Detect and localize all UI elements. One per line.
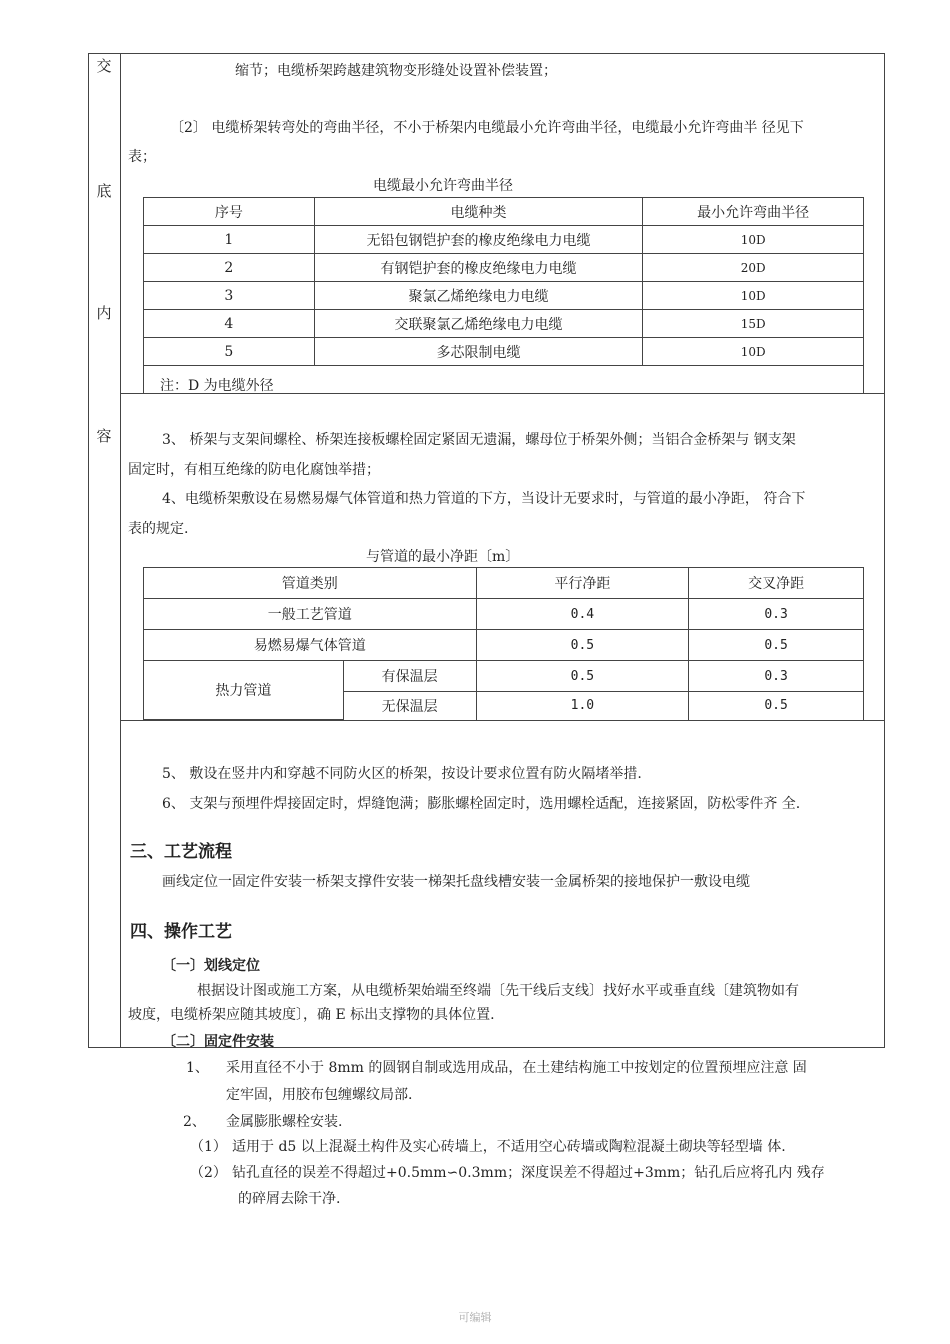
subsection-2-heading: 〔二〕固定件安装 <box>162 1034 274 1050</box>
table1-title: 电缆最小允许弯曲半径 <box>373 178 513 194</box>
subsection-1-text-cont: 坡度，电缆桥架应随其坡度〕，确 E 标出支撑物的具体位置. <box>128 1007 495 1023</box>
item-1-text: 采用直径不小于 8mm 的圆钢自制或选用成品，在土建结构施工中按划定的位置预埋应注意 固 <box>226 1060 807 1076</box>
table-cell: 3 <box>144 282 315 310</box>
table-cell: 1.0 <box>476 692 689 720</box>
item-1-text-cont: 定牢固，用胶布包缠螺纹局部. <box>226 1087 413 1103</box>
item-2-text: 金属膨胀螺栓安装. <box>226 1114 343 1130</box>
table-row <box>144 282 864 310</box>
table-cell: 0.3 <box>689 661 864 692</box>
table-row <box>144 661 864 692</box>
table1-header-cell: 序号 <box>144 198 315 226</box>
paragraph-4: 4、电缆桥架敷设在易燃易爆气体管道和热力管道的下方，当设计无要求时，与管道的最小净距， 符合下 <box>162 491 806 507</box>
subitem-1-text: 适用于 d5 以上混凝土构件及实心砖墙上，不适用空心砖墙或陶粒混凝土砌块等轻型墙 体. <box>232 1139 786 1155</box>
subitem-2-text-cont: 的碎屑去除干净. <box>238 1191 341 1207</box>
section-4-heading: 四、操作工艺 <box>130 922 232 942</box>
table2-header-cell: 交叉净距 <box>689 568 864 599</box>
table1-note: 注：D 为电缆外径 <box>160 378 274 394</box>
table2-title: 与管道的最小净距〔m〕 <box>366 549 520 565</box>
side-label-1: 交 <box>96 57 112 75</box>
table-cell: 交联聚氯乙烯绝缘电力电缆 <box>314 310 643 338</box>
table2-header-cell: 平行净距 <box>476 568 689 599</box>
subitem-1-number: （1） <box>190 1139 227 1155</box>
item-2-number: 2、 <box>183 1114 206 1130</box>
subitem-2-text: 钻孔直径的误差不得超过+0.5mm∽0.3mm；深度误差不得超过+3mm；钻孔后应将孔内 残存 <box>232 1165 825 1181</box>
table-cell: 5 <box>144 338 315 366</box>
table-cell: 10D <box>643 282 864 310</box>
table-row <box>144 310 864 338</box>
subsection-1-text: 根据设计图或施工方案，从电缆桥架始端至终端〔先干线后支线〕找好水平或垂直线〔建筑物如有 <box>197 983 799 999</box>
table-cell: 多芯限制电缆 <box>314 338 643 366</box>
item-1-number: 1、 <box>186 1060 209 1076</box>
subitem-2-number: （2） <box>190 1165 227 1181</box>
paragraph-3-cont: 固定时，有相互绝缘的防电化腐蚀举措； <box>128 462 380 478</box>
table-cell: 10D <box>643 226 864 254</box>
table-cell: 2 <box>144 254 315 282</box>
table-row <box>144 254 864 282</box>
table-cell: 4 <box>144 310 315 338</box>
table2-header-cell: 管道类别 <box>144 568 477 599</box>
table-row <box>144 599 864 630</box>
row-divider-2 <box>120 720 885 721</box>
table-row <box>144 338 864 366</box>
table-row <box>144 630 864 661</box>
paragraph-3: 3、 桥架与支架间螺栓、桥架连接板螺栓固定紧固无遗漏，螺母位于桥架外侧；当铝合金桥架与 钢支架 <box>162 432 796 448</box>
table-cell: 0.5 <box>476 661 689 692</box>
table-cell: 聚氯乙烯绝缘电力电缆 <box>314 282 643 310</box>
table-cell: 0.5 <box>689 630 864 661</box>
paragraph-6: 6、 支架与预埋件焊接固定时，焊缝饱满；膨胀螺栓固定时，选用螺栓适配，连接紧固，防松零件齐 全. <box>162 796 801 812</box>
table-cell: 一般工艺管道 <box>144 599 477 630</box>
table-cell: 热力管道 <box>144 661 344 720</box>
table-cell: 20D <box>643 254 864 282</box>
column-divider <box>120 53 121 1048</box>
paragraph-bend-radius: 〔2〕 电缆桥架转弯处的弯曲半径，不小于桥架内电缆最小允许弯曲半径，电缆最小允许弯曲半 径见下 <box>170 120 804 136</box>
table1-note-border-left <box>143 365 144 393</box>
subsection-1-heading: 〔一〕划线定位 <box>162 958 260 974</box>
paragraph-5: 5、 敷设在竖井内和穿越不同防火区的桥架，按设计要求位置有防火隔堵举措. <box>162 766 642 782</box>
side-label-2: 底 <box>96 182 112 200</box>
table1-header-cell: 电缆种类 <box>314 198 643 226</box>
bend-radius-table <box>143 197 864 366</box>
table-cell: 易燃易爆气体管道 <box>144 630 477 661</box>
table-cell: 有保温层 <box>343 661 476 692</box>
table1-header-cell: 最小允许弯曲半径 <box>643 198 864 226</box>
table2-header-row <box>144 568 864 599</box>
table1-note-border-right <box>863 365 864 393</box>
paragraph-4-cont: 表的规定. <box>128 521 189 537</box>
table1-header-row <box>144 198 864 226</box>
footer-editable-label: 可编辑 <box>458 1311 492 1324</box>
side-label-4: 容 <box>96 427 112 445</box>
pipe-distance-table <box>143 567 864 720</box>
table-cell: 0.5 <box>476 630 689 661</box>
side-label-3: 内 <box>96 304 112 322</box>
section-3-heading: 三、工艺流程 <box>130 842 232 862</box>
paragraph-shrink-joint: 缩节；电缆桥架跨越建筑物变形缝处设置补偿装置； <box>235 63 557 79</box>
table-row <box>144 226 864 254</box>
table-cell: 无保温层 <box>343 692 476 720</box>
table-cell: 10D <box>643 338 864 366</box>
table-cell: 0.4 <box>476 599 689 630</box>
table-cell: 1 <box>144 226 315 254</box>
table-cell: 无铅包钢铠护套的橡皮绝缘电力电缆 <box>314 226 643 254</box>
section-3-text: 画线定位一固定件安装一桥架支撑件安装一梯架托盘线槽安装一金属桥架的接地保护一敷设电缆 <box>162 874 750 890</box>
paragraph-bend-radius-cont: 表； <box>128 149 156 165</box>
table-cell: 15D <box>643 310 864 338</box>
table-cell: 0.5 <box>689 692 864 720</box>
table-cell: 0.3 <box>689 599 864 630</box>
table-cell: 有钢铠护套的橡皮绝缘电力电缆 <box>314 254 643 282</box>
